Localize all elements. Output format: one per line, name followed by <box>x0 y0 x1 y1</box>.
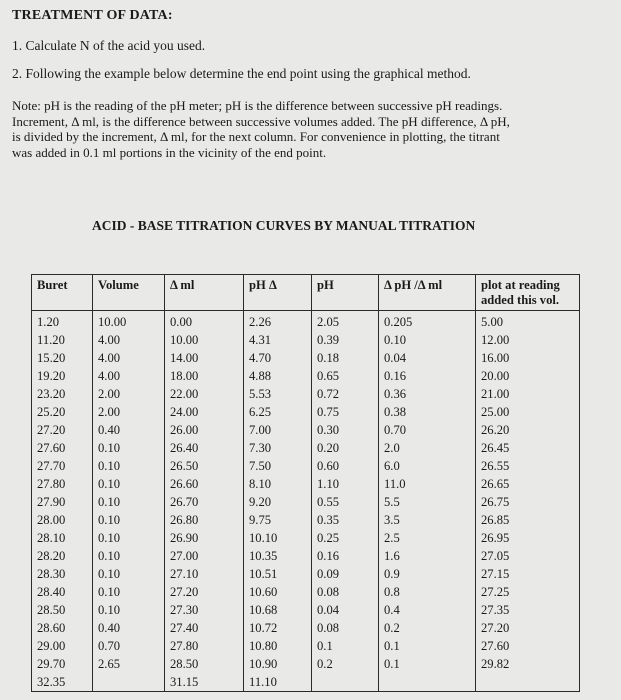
cell-buret: 28.60 <box>32 620 93 638</box>
cell-ph: 0.75 <box>312 404 379 422</box>
cell-ph-delta: 10.68 <box>244 602 312 620</box>
table-row <box>32 332 580 350</box>
cell-buret: 1.20 <box>32 311 93 332</box>
cell-volume: 2.00 <box>93 404 165 422</box>
cell-delta-ph-per-ml: 11.0 <box>379 476 476 494</box>
cell-ph: 0.30 <box>312 422 379 440</box>
table-row <box>32 350 580 368</box>
cell-volume: 0.10 <box>93 512 165 530</box>
cell-buret: 29.70 <box>32 656 93 674</box>
cell-ph: 0.72 <box>312 386 379 404</box>
cell-delta-ml: 26.80 <box>165 512 244 530</box>
cell-buret: 28.40 <box>32 584 93 602</box>
cell-delta-ml: 31.15 <box>165 674 244 692</box>
cell-ph-delta: 10.10 <box>244 530 312 548</box>
cell-ph-delta: 4.70 <box>244 350 312 368</box>
cell-volume: 0.40 <box>93 422 165 440</box>
cell-ph-delta: 7.30 <box>244 440 312 458</box>
cell-delta-ph-per-ml: 3.5 <box>379 512 476 530</box>
cell-buret: 27.70 <box>32 458 93 476</box>
table-row <box>32 311 580 332</box>
column-header-delta-ml: Δ ml <box>165 275 244 311</box>
cell-volume <box>93 674 165 692</box>
cell-ph-delta: 7.00 <box>244 422 312 440</box>
cell-buret: 11.20 <box>32 332 93 350</box>
cell-buret: 25.20 <box>32 404 93 422</box>
cell-volume: 0.10 <box>93 566 165 584</box>
cell-ph-delta: 9.75 <box>244 512 312 530</box>
table-row <box>32 566 580 584</box>
cell-volume: 0.10 <box>93 476 165 494</box>
cell-ph: 0.16 <box>312 548 379 566</box>
cell-delta-ml: 28.50 <box>165 656 244 674</box>
cell-plot-volume: 26.75 <box>476 494 580 512</box>
cell-buret: 27.80 <box>32 476 93 494</box>
cell-ph-delta: 4.88 <box>244 368 312 386</box>
cell-delta-ml: 26.60 <box>165 476 244 494</box>
cell-plot-volume: 27.15 <box>476 566 580 584</box>
table-row <box>32 674 580 692</box>
cell-buret: 27.60 <box>32 440 93 458</box>
cell-ph: 0.04 <box>312 602 379 620</box>
table-row <box>32 620 580 638</box>
table-row <box>32 494 580 512</box>
cell-ph: 0.60 <box>312 458 379 476</box>
column-header-ph-delta: pH Δ <box>244 275 312 311</box>
cell-plot-volume: 26.85 <box>476 512 580 530</box>
cell-ph-delta: 6.25 <box>244 404 312 422</box>
titration-data-table <box>31 274 580 692</box>
cell-ph: 0.65 <box>312 368 379 386</box>
cell-volume: 0.10 <box>93 548 165 566</box>
table-row <box>32 440 580 458</box>
table-row <box>32 638 580 656</box>
cell-delta-ph-per-ml: 2.5 <box>379 530 476 548</box>
cell-ph-delta: 8.10 <box>244 476 312 494</box>
cell-buret: 32.35 <box>32 674 93 692</box>
cell-plot-volume: 26.20 <box>476 422 580 440</box>
column-header-volume: Volume <box>93 275 165 311</box>
cell-delta-ph-per-ml: 2.0 <box>379 440 476 458</box>
cell-ph-delta: 10.51 <box>244 566 312 584</box>
cell-ph-delta: 7.50 <box>244 458 312 476</box>
column-header-plot-volume: plot at reading added this vol. <box>476 275 580 311</box>
cell-delta-ph-per-ml: 0.8 <box>379 584 476 602</box>
cell-volume: 4.00 <box>93 368 165 386</box>
cell-delta-ph-per-ml: 6.0 <box>379 458 476 476</box>
cell-buret: 27.20 <box>32 422 93 440</box>
cell-plot-volume: 21.00 <box>476 386 580 404</box>
cell-ph: 0.08 <box>312 620 379 638</box>
cell-ph: 1.10 <box>312 476 379 494</box>
table-row <box>32 368 580 386</box>
instruction-step-1: 1. Calculate N of the acid you used. <box>12 38 206 53</box>
column-header-buret: Buret <box>32 275 93 311</box>
cell-ph-delta: 10.90 <box>244 656 312 674</box>
note-paragraph <box>12 98 612 160</box>
cell-plot-volume: 27.60 <box>476 638 580 656</box>
cell-ph: 0.2 <box>312 656 379 674</box>
cell-delta-ml: 24.00 <box>165 404 244 422</box>
cell-volume: 0.40 <box>93 620 165 638</box>
cell-delta-ph-per-ml <box>379 674 476 692</box>
cell-buret: 28.10 <box>32 530 93 548</box>
cell-plot-volume: 26.45 <box>476 440 580 458</box>
cell-ph-delta: 10.72 <box>244 620 312 638</box>
cell-delta-ph-per-ml: 0.9 <box>379 566 476 584</box>
cell-plot-volume: 27.20 <box>476 620 580 638</box>
cell-delta-ph-per-ml: 0.70 <box>379 422 476 440</box>
instruction-step-2: 2. Following the example below determine the end point using the graphical method. <box>12 66 471 81</box>
cell-plot-volume: 26.55 <box>476 458 580 476</box>
cell-delta-ph-per-ml: 0.2 <box>379 620 476 638</box>
cell-volume: 0.10 <box>93 584 165 602</box>
table-header-row <box>32 275 580 311</box>
table-row <box>32 530 580 548</box>
cell-delta-ml: 14.00 <box>165 350 244 368</box>
cell-buret: 23.20 <box>32 386 93 404</box>
note-line: Increment, Δ ml, is the difference between successive volumes added. The pH difference, Δ pH, <box>12 113 510 129</box>
cell-ph: 0.39 <box>312 332 379 350</box>
table-row <box>32 656 580 674</box>
table-title: ACID - BASE TITRATION CURVES BY MANUAL TITRATION <box>92 218 476 233</box>
cell-plot-volume: 16.00 <box>476 350 580 368</box>
cell-delta-ml: 26.70 <box>165 494 244 512</box>
cell-ph: 0.25 <box>312 530 379 548</box>
cell-plot-volume: 27.35 <box>476 602 580 620</box>
cell-delta-ph-per-ml: 0.16 <box>379 368 476 386</box>
column-header-ph: pH <box>312 275 379 311</box>
table-row <box>32 476 580 494</box>
cell-ph: 0.09 <box>312 566 379 584</box>
cell-delta-ml: 22.00 <box>165 386 244 404</box>
cell-plot-volume <box>476 674 580 692</box>
cell-delta-ml: 27.40 <box>165 620 244 638</box>
cell-plot-volume: 26.95 <box>476 530 580 548</box>
cell-volume: 0.10 <box>93 494 165 512</box>
cell-volume: 2.65 <box>93 656 165 674</box>
cell-buret: 27.90 <box>32 494 93 512</box>
table-row <box>32 548 580 566</box>
cell-volume: 4.00 <box>93 332 165 350</box>
cell-ph-delta: 10.35 <box>244 548 312 566</box>
cell-delta-ph-per-ml: 0.04 <box>379 350 476 368</box>
cell-plot-volume: 27.25 <box>476 584 580 602</box>
cell-delta-ml: 27.30 <box>165 602 244 620</box>
cell-delta-ph-per-ml: 1.6 <box>379 548 476 566</box>
cell-delta-ml: 27.10 <box>165 566 244 584</box>
cell-ph-delta: 4.31 <box>244 332 312 350</box>
cell-volume: 0.70 <box>93 638 165 656</box>
cell-buret: 29.00 <box>32 638 93 656</box>
cell-delta-ph-per-ml: 0.10 <box>379 332 476 350</box>
cell-volume: 0.10 <box>93 440 165 458</box>
cell-delta-ph-per-ml: 0.38 <box>379 404 476 422</box>
cell-buret: 19.20 <box>32 368 93 386</box>
note-line: was added in 0.1 ml portions in the vicinity of the end point. <box>12 144 327 160</box>
note-line: is divided by the increment, Δ ml, for the next column. For convenience in plotting, the titrant <box>12 129 500 144</box>
cell-ph: 0.1 <box>312 638 379 656</box>
table-row <box>32 458 580 476</box>
cell-ph-delta: 10.60 <box>244 584 312 602</box>
cell-volume: 2.00 <box>93 386 165 404</box>
cell-plot-volume: 12.00 <box>476 332 580 350</box>
table-row <box>32 584 580 602</box>
cell-ph: 0.18 <box>312 350 379 368</box>
table-row <box>32 404 580 422</box>
cell-delta-ml: 26.50 <box>165 458 244 476</box>
cell-delta-ml: 18.00 <box>165 368 244 386</box>
cell-delta-ml: 10.00 <box>165 332 244 350</box>
note-line: Note: pH is the reading of the pH meter; pH is the difference between successive pH readings. <box>12 98 503 113</box>
cell-buret: 28.00 <box>32 512 93 530</box>
cell-delta-ph-per-ml: 0.1 <box>379 656 476 674</box>
cell-delta-ph-per-ml: 0.4 <box>379 602 476 620</box>
cell-ph: 0.08 <box>312 584 379 602</box>
cell-volume: 10.00 <box>93 311 165 332</box>
cell-ph: 2.05 <box>312 311 379 332</box>
cell-ph <box>312 674 379 692</box>
cell-ph-delta: 5.53 <box>244 386 312 404</box>
cell-buret: 28.50 <box>32 602 93 620</box>
cell-buret: 15.20 <box>32 350 93 368</box>
cell-volume: 0.10 <box>93 602 165 620</box>
cell-delta-ml: 26.00 <box>165 422 244 440</box>
table-row <box>32 602 580 620</box>
section-heading: TREATMENT OF DATA: <box>12 8 173 23</box>
cell-volume: 0.10 <box>93 458 165 476</box>
cell-delta-ml: 27.00 <box>165 548 244 566</box>
cell-plot-volume: 20.00 <box>476 368 580 386</box>
cell-ph-delta: 11.10 <box>244 674 312 692</box>
cell-plot-volume: 27.05 <box>476 548 580 566</box>
cell-buret: 28.30 <box>32 566 93 584</box>
cell-ph: 0.20 <box>312 440 379 458</box>
cell-delta-ml: 27.80 <box>165 638 244 656</box>
cell-plot-volume: 26.65 <box>476 476 580 494</box>
table-row <box>32 386 580 404</box>
cell-delta-ml: 27.20 <box>165 584 244 602</box>
column-header-delta-ph-per-ml: Δ pH /Δ ml <box>379 275 476 311</box>
cell-buret: 28.20 <box>32 548 93 566</box>
cell-plot-volume: 25.00 <box>476 404 580 422</box>
cell-delta-ml: 0.00 <box>165 311 244 332</box>
cell-volume: 4.00 <box>93 350 165 368</box>
cell-delta-ph-per-ml: 0.36 <box>379 386 476 404</box>
cell-delta-ml: 26.40 <box>165 440 244 458</box>
cell-delta-ml: 26.90 <box>165 530 244 548</box>
table-row <box>32 512 580 530</box>
cell-ph-delta: 9.20 <box>244 494 312 512</box>
cell-ph: 0.35 <box>312 512 379 530</box>
cell-delta-ph-per-ml: 0.205 <box>379 311 476 332</box>
cell-plot-volume: 5.00 <box>476 311 580 332</box>
cell-ph: 0.55 <box>312 494 379 512</box>
cell-delta-ph-per-ml: 5.5 <box>379 494 476 512</box>
table-row <box>32 422 580 440</box>
cell-delta-ph-per-ml: 0.1 <box>379 638 476 656</box>
cell-ph-delta: 10.80 <box>244 638 312 656</box>
cell-ph-delta: 2.26 <box>244 311 312 332</box>
cell-plot-volume: 29.82 <box>476 656 580 674</box>
cell-volume: 0.10 <box>93 530 165 548</box>
